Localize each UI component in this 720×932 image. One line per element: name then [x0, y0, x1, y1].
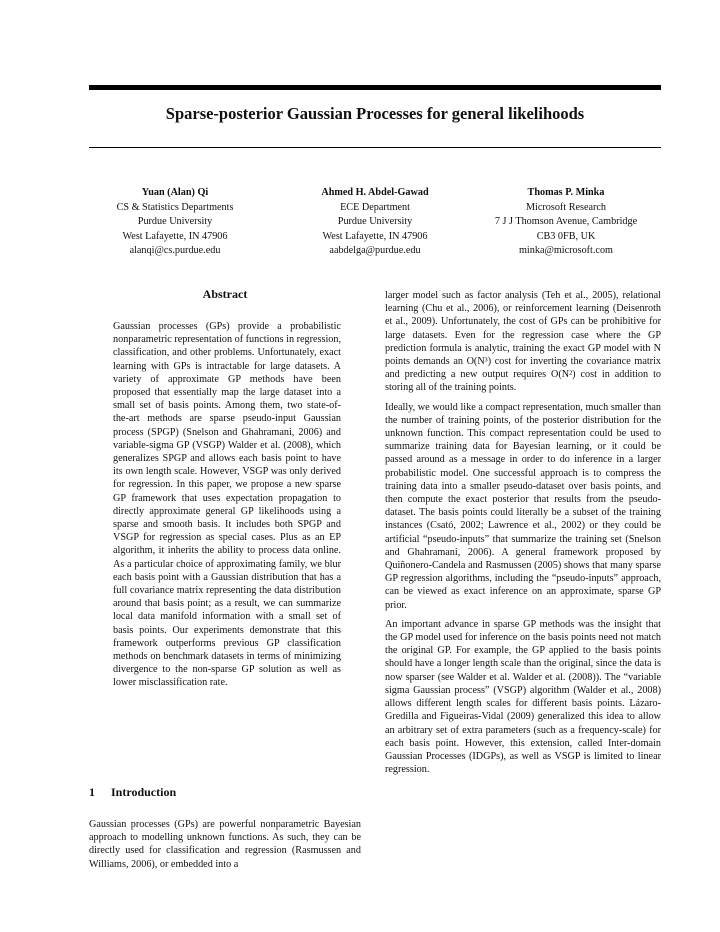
body-paragraph: An important advance in sparse GP methods was the insight that the GP model used for inference on the basis points need not match the original GP. For example, the GP applied to the basis points should have a longer length scale than the original, since the data is now sparser (see Walder et al. Walder et al. (2008)). The “variable sigma Gaussian process” (VSGP) algorithm (Walder et al., 2008) allows different length scales for different basis points. Lázaro-Gredilla and Figueiras-Vidal (2009) generalized this idea to allow an arbitrary set of extra parameters (such as a frequency-scale) for each basis point. However, this extension, called Inter-domain Gaussian Processes (IDGPs), as well as VSGP is limited to linear regression. [385, 618, 661, 776]
author-email: aabdelga@purdue.edu [329, 245, 421, 256]
author-affiliation: CS & Statistics Departments [116, 201, 234, 213]
author-affiliation: Purdue University [337, 216, 413, 227]
author-address: West Lafayette, IN 47906 [322, 230, 428, 242]
author-affiliation: Microsoft Research [525, 201, 607, 213]
author-3 [471, 186, 661, 259]
author-email: alanqi@cs.purdue.edu [129, 245, 221, 256]
author-1 [89, 186, 261, 259]
author-address: West Lafayette, IN 47906 [122, 230, 228, 242]
author-address: 7 J J Thomson Avenue, Cambridge [494, 216, 638, 227]
author-address: CB3 0FB, UK [536, 230, 596, 242]
paper-title: Sparse-posterior Gaussian Processes for general likelihoods [165, 104, 585, 123]
author-affiliation: Purdue University [137, 216, 213, 227]
intro-left-text: Gaussian processes (GPs) are powerful nonparametric Bayesian approach to modelling unknown functions. As such, they can be directly used for classification and regression (Rasmussen and Williams, 2006), or embedded into a [89, 819, 361, 870]
author-name: Yuan (Alan) Qi [141, 187, 209, 198]
abstract-heading: Abstract [202, 287, 248, 301]
abstract-text: Gaussian processes (GPs) provide a probabilistic nonparametric representation of functions in regression, classification, and other problems. Unfortunately, exact learning with GPs is intractable for large datasets. A variety of approximate GP methods have been proposed that essentially map the large dataset into a small set of basis points. Among them, two state-of-the-art methods are sparse pseudo-input Gaussian process (SPGP) (Snelson and Ghahramani, 2006) and variable-sigma GP (VSGP) Walder et al. (2008), which generalizes SPGP and allows each basis point to have its own length scale. However, VSGP was only derived for regression. In this paper, we propose a new sparse GP framework that uses expectation propagation to directly approximate general GP likelihoods using a sparse and smooth basis. It includes both SPGP and VSGP for regression as special cases. Plus as an EP algorithm, it inherits the ability to process data online. As a particular choice of approximating family, we blur each basis point with a Gaussian distribution that has a full covariance matrix representing the data distribution around that basis point; as a result, we can summarize local data manifold information with a small set of basis points. Our experiments demonstrate that this framework outperforms previous GP classification methods on benchmark datasets in terms of minimizing divergence to the non-sparse GP solution as well as lower misclassification rate. [113, 321, 342, 689]
author-2 [285, 186, 465, 259]
author-name: Ahmed H. Abdel-Gawad [321, 187, 429, 198]
author-name: Thomas P. Minka [527, 187, 605, 198]
right-column [385, 289, 661, 776]
author-affiliation: ECE Department [340, 201, 410, 213]
title-rule-top [89, 85, 661, 90]
body-paragraph: Ideally, we would like a compact representation, much smaller than the number of training points, of the posterior distribution for the unknown function. This compact representation could be used to summarize training data for Bayesian learning, or it could be passed around as a message in order to do inference in a larger probabilistic model. One successful approach is to compress the training data into a smaller pseudo-dataset over basis points, and then compute the exact posterior that results from the pseudo-dataset. The basis points could literally be a subset of the training instances (Csató, 2002; Lawrence et al., 2002) or they could be artificial “pseudo-inputs” that summarize the training set (Snelson and Ghahramani, 2006). A general framework proposed by Quiñonero-Candela and Rasmussen (2005) shows that many sparse GP regression algorithms, including the “pseudo-inputs” approach, can be viewed as exact inference on an approximate, sparse GP prior. [385, 401, 661, 611]
body-paragraph: larger model such as factor analysis (Teh et al., 2005), relational learning (Chu et al., 2006), or reinforcement learning (Deisenroth et al., 2009). Unfortunately, the cost of GPs can be prohibitive for large datasets. Even for the regression case where the GP prediction formula is analytic, training the exact GP model with N points demands an O(N³) cost for inverting the covariance matrix and predicting a new output requires O(N²) cost in addition to storing all of the training points. [385, 290, 661, 394]
title-rule-bottom [89, 147, 661, 148]
section-title: Introduction [111, 785, 177, 799]
section-heading [89, 785, 176, 800]
section-number: 1 [89, 785, 95, 799]
author-email: minka@microsoft.com [519, 245, 613, 256]
